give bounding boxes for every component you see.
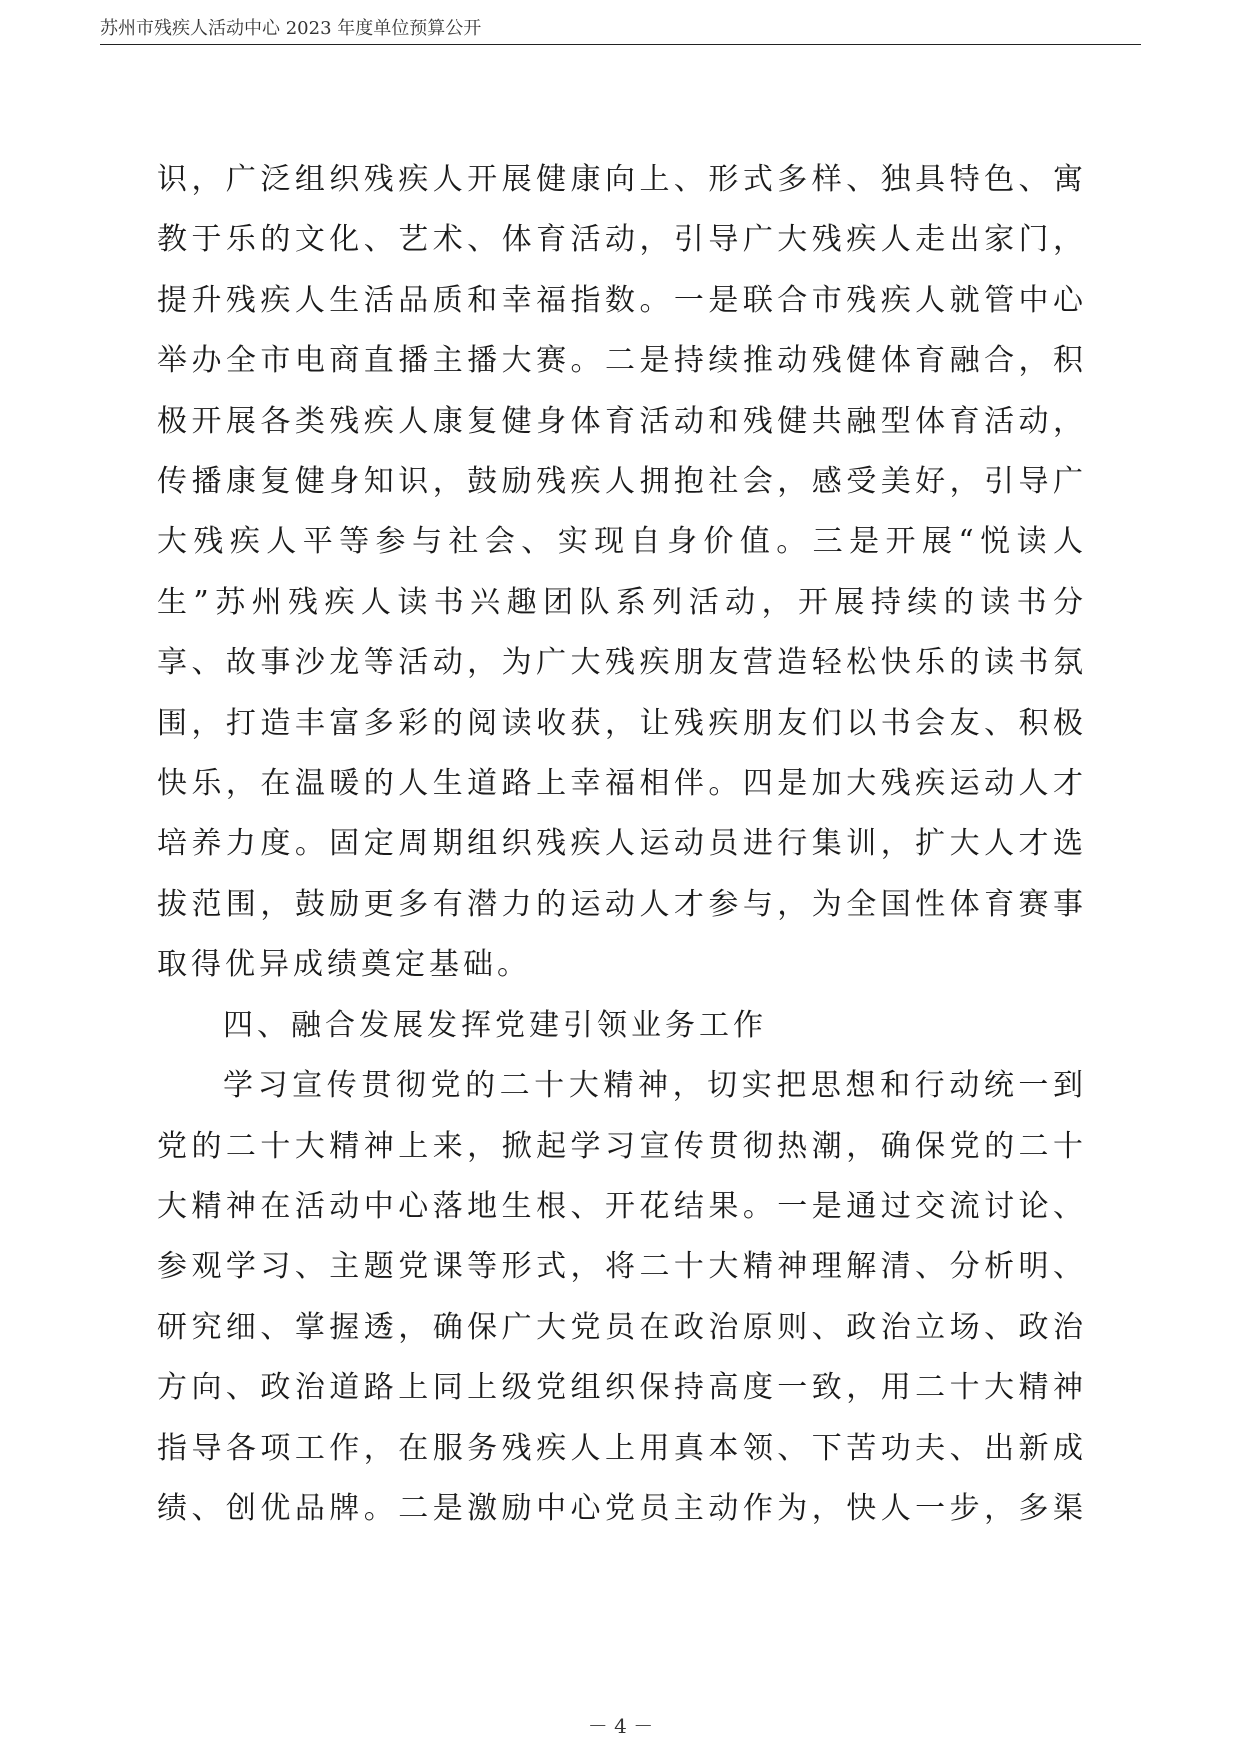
section-heading (157, 996, 1087, 1056)
text-line: 享、故事沙龙等活动，为广大残疾朋友营造轻松快乐的读书氛 (157, 645, 1087, 681)
running-header (100, 14, 1141, 45)
text-line: 举办全市电商直播主播大赛。二是持续推动残健体育融合，积 (157, 343, 1087, 379)
text-line: 取得优异成绩奠定基础。 (157, 947, 531, 983)
text-line: 方向、政治道路上同上级党组织保持高度一致，用二十大精神 (157, 1370, 1087, 1406)
text-line: 极开展各类残疾人康复健身体育活动和残健共融型体育活动， (157, 403, 1087, 439)
text-line: 提升残疾人生活品质和幸福指数。一是联合市残疾人就管中心 (157, 282, 1087, 318)
text-line: 指导各项工作，在服务残疾人上用真本领、下苦功夫、出新成 (157, 1430, 1087, 1466)
paragraph-continued (157, 150, 1087, 996)
text-line: 快乐，在温暖的人生道路上幸福相伴。四是加大残疾运动人才 (157, 766, 1087, 802)
text-line: 生”苏州残疾人读书兴趣团队系列活动，开展持续的读书分 (157, 584, 1087, 620)
text-line: 拔范围，鼓励更多有潜力的运动人才参与，为全国性体育赛事 (157, 886, 1087, 922)
document-body (157, 150, 1087, 1539)
page-number: － 4 － (587, 1714, 654, 1738)
text-line: 大残疾人平等参与社会、实现自身价值。三是开展“悦读人 (157, 524, 1087, 560)
text-line: 识，广泛组织残疾人开展健康向上、形式多样、独具特色、寓 (157, 162, 1087, 197)
text-line: 党的二十大精神上来，掀起学习宣传贯彻热潮，确保党的二十 (157, 1128, 1087, 1164)
text-line: 绩、创优品牌。二是激励中心党员主动作为，快人一步，多渠 (157, 1490, 1087, 1526)
paragraph-party-building (157, 1056, 1087, 1539)
text-line: 研究细、掌握透，确保广大党员在政治原则、政治立场、政治 (157, 1309, 1087, 1345)
text-line: 教于乐的文化、艺术、体育活动，引导广大残疾人走出家门， (157, 222, 1087, 258)
text-line: 培养力度。固定周期组织残疾人运动员进行集训，扩大人才选 (157, 826, 1087, 862)
text-line: 大精神在活动中心落地生根、开花结果。一是通过交流讨论、 (157, 1188, 1087, 1224)
text-line: 学习宣传贯彻党的二十大精神，切实把思想和行动统一到 (223, 1068, 1087, 1104)
header-title: 苏州市残疾人活动中心 2023 年度单位预算公开 (100, 18, 482, 39)
section-heading-text: 四、融合发展发挥党建引领业务工作 (223, 1007, 767, 1043)
text-line: 参观学习、主题党课等形式，将二十大精神理解清、分析明、 (157, 1249, 1087, 1285)
text-line: 传播康复健身知识，鼓励残疾人拥抱社会，感受美好，引导广 (157, 464, 1087, 500)
text-line: 围，打造丰富多彩的阅读收获，让残疾朋友们以书会友、积极 (157, 705, 1087, 741)
